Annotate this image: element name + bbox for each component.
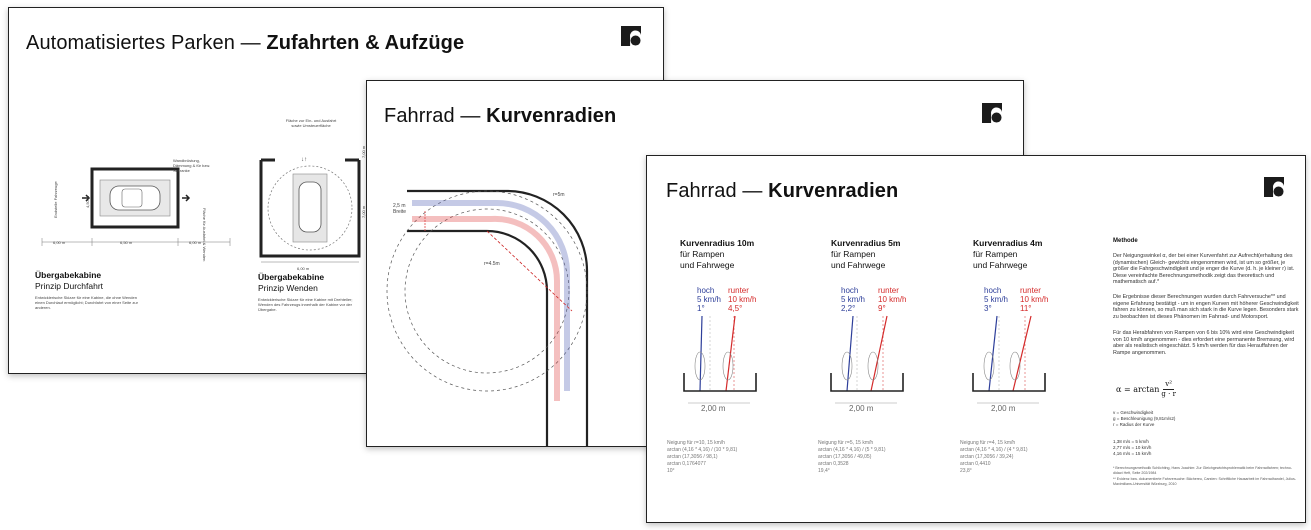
legend-v: v = Geschwindigkeit <box>1113 410 1154 415</box>
col2-down-label: runter <box>878 286 899 295</box>
slide3-title-bold: Kurvenradien <box>768 180 899 202</box>
slide2-title <box>384 105 616 128</box>
col2-sub1: für Rampen <box>831 249 876 259</box>
col1-width: 2,00 m <box>701 404 726 413</box>
col2-calc-3: arctan 0,3528 <box>818 461 849 467</box>
col2-calc-2: arctan (17,3056 / 49,05) <box>818 454 872 460</box>
col2-width: 2,00 m <box>849 404 874 413</box>
col2-bike-diagram <box>827 311 917 406</box>
col3-up-label: hoch <box>984 286 1002 295</box>
footnote-2: ** Evidenz bzw. dokumentierte Fahrversuche: Bächereu, Carsten: Schriftliche Hausarbeit im Fahrradhandel, Julius-Maximilians-Universität Würzburg, 2010 <box>1113 477 1296 486</box>
brand-logo-icon <box>621 26 641 46</box>
curve-track-drawing <box>367 181 627 447</box>
slide1-title-bold: Zufahrten & Aufzüge <box>266 32 465 54</box>
col3-down-label: runter <box>1020 286 1041 295</box>
col1-up-speed: 5 km/h <box>697 295 722 304</box>
col3-calc-2: arctan (17,3056 / 39,24) <box>960 454 1014 460</box>
col1-calc-3: arctan 0,1764077 <box>667 461 706 467</box>
conversion-3: 4,16 m/s = 15 km/h <box>1113 451 1152 456</box>
slide3-title <box>666 180 898 203</box>
col1-calc-2: arctan (17,3056 / 98,1) <box>667 454 718 460</box>
col1-calc-4: 10° <box>667 468 675 474</box>
method-paragraph-2: Die Ergebnisse dieser Berechnungen wurden durch Fahrversuche** und eigene Erfahrung bestätigt - um in engen Kurven mit höherer Geschwindigkeit fahren zu können, so muß man sich stark in die Kurve legen. Besonders stark zu beobachten ist dieses Phänomen im Fahrrad- und Motorsport. <box>1113 294 1299 320</box>
dim-label: 4,50 m <box>85 195 90 208</box>
dim-label: 6,50 m <box>120 240 133 245</box>
method-paragraph-1: Der Neigungswinkel α, der bei einer Kurvenfahrt zur Aufrecht(erhaltung des (dynamischen) Gleich- gewichts eingenommen wird, ist um so größer, je größer die Fahrgeschwindigkeit und je enger die Kurve (d. h. je kleiner r) ist. Diese vereinfachte Berechnungsmethodik zeigt das theoretisch und mathematisch auf.* <box>1113 253 1295 286</box>
col1-sub2: und Fahrwege <box>680 260 735 270</box>
dim-label: 6,00 m <box>297 266 310 271</box>
col2-calc-4: 19,4° <box>818 468 830 474</box>
col3-calc-1: arctan (4,16 * 4,16) / (4 * 9,81) <box>960 447 1028 453</box>
label-r5: r=5m <box>553 192 565 198</box>
col1-calc-0: Neigung für r=10, 15 km/h <box>667 440 725 446</box>
col1-calc-1: arctan (4,16 * 4,16) / (10 * 9,81) <box>667 447 738 453</box>
col1-down-speed: 10 km/h <box>728 295 757 304</box>
note-endstelle: Endstelle Fahrzeuge <box>53 181 58 218</box>
col1-head: Kurvenradius 10m <box>680 238 755 248</box>
dim-label: 6,00 m <box>189 240 202 245</box>
col2-down-angle: 9° <box>878 304 886 313</box>
footnote-1: * Berechnungsmethodik Schlichting, Hans Joachim: Zur Gleichgewichtsproblematik beim Fahrradfahren; techno-didact Heft, Seite 202/1984 <box>1113 466 1292 475</box>
note-flaeche: Fläche zur Ein- und Ausfahrt sowie Umsteuerfläche <box>285 118 337 128</box>
slide2-title-bold: Kurvenradien <box>486 105 617 127</box>
col3-header <box>973 238 1042 271</box>
col2-head: Kurvenradius 5m <box>831 238 901 248</box>
col1-sub1: für Rampen <box>680 249 725 259</box>
col2-calc-1: arctan (4,16 * 4,16) / (5 * 9,81) <box>818 447 886 453</box>
col3-sub2: und Fahrwege <box>973 260 1028 270</box>
label-width: 2,5 m <box>393 203 406 209</box>
method-paragraph-3: Für das Herabfahren von Rampen von 6 bis 10% wird eine Geschwindigkeit von 10 km/h angenommen - dies erfordert eine permanente Bremsung, wird aber als realistisch eingeschätzt. 5 km/h werden für das Herauffahren der Rampe angenommen. <box>1113 330 1295 356</box>
col2-up-speed: 5 km/h <box>841 295 866 304</box>
conversion-1: 1,38 m/s = 5 km/h <box>1113 439 1149 444</box>
col3-head: Kurvenradius 4m <box>973 238 1043 248</box>
col1-up-angle: 1° <box>697 304 705 313</box>
formula <box>1116 380 1176 399</box>
slide2-title-plain: Fahrrad — <box>384 105 487 127</box>
note-wandbruestung: Wandbrüstung, Dämmung & für bzw. Schranke <box>173 158 211 173</box>
caption1-head: Übergabekabine <box>35 270 102 280</box>
method-heading: Methode <box>1113 238 1138 244</box>
dim-label: 6,00 m <box>53 240 66 245</box>
col2-sub2: und Fahrwege <box>831 260 886 270</box>
formula-denominator: g · r <box>1161 390 1176 398</box>
caption1-sub: Prinzip Durchfahrt <box>35 281 104 291</box>
slide1-title <box>26 32 464 55</box>
col2-down-speed: 10 km/h <box>878 295 907 304</box>
brand-logo-icon <box>982 103 1002 123</box>
brand-logo-icon <box>1264 177 1284 197</box>
col1-down-label: runter <box>728 286 749 295</box>
conversion-2: 2,77 m/s = 10 km/h <box>1113 445 1152 450</box>
col3-width: 2,00 m <box>991 404 1016 413</box>
col2-calc-0: Neigung für r=5, 15 km/h <box>818 440 874 446</box>
col3-up-speed: 5 km/h <box>984 295 1009 304</box>
col3-up-angle: 3° <box>984 304 992 313</box>
col3-bike-diagram <box>969 311 1059 406</box>
col1-up-label: hoch <box>697 286 715 295</box>
caption2-sub: Prinzip Wenden <box>258 283 318 293</box>
dim-label: 7,00 m <box>361 205 366 218</box>
col3-calc-3: arctan 0,4410 <box>960 461 991 467</box>
caption2-head: Übergabekabine <box>258 272 325 282</box>
caption2-body: Entwicklerische Skizze für eine Kabine mit Drehteller; Wenden des Fahrzeugs innerhalb der Kabine vor der Übergabe. <box>258 297 353 312</box>
col3-down-angle: 11° <box>1020 304 1032 313</box>
slide-fahrrad-kurvenradien-2[interactable] <box>646 155 1306 523</box>
col3-sub1: für Rampen <box>973 249 1018 259</box>
label-r45: r=4.5m <box>484 261 500 267</box>
arrow-up-down-icon: ↓↑ <box>301 157 307 163</box>
dim-label: 7,00 m <box>361 145 366 158</box>
caption1-body: Entwicklerische Skizze für eine Kabine, die ohne Wenden einen Durchlauf ermöglicht; Durchfahrt von einer Seite zur anderen. <box>35 295 138 310</box>
col3-down-speed: 10 km/h <box>1020 295 1049 304</box>
col2-up-label: hoch <box>841 286 859 295</box>
col1-header <box>680 238 754 271</box>
legend-g: g = Beschleunigung (9,81m/s2) <box>1113 416 1176 421</box>
label-width-2: Breite <box>393 209 407 215</box>
col2-up-angle: 2,2° <box>841 304 856 313</box>
formula-lhs: α = arctan <box>1116 385 1160 394</box>
note-ausfahrt: Fläche für Ausfahrt & Wenden <box>202 208 207 262</box>
formula-numerator: v² <box>1165 380 1173 388</box>
col1-down-angle: 4,5° <box>728 304 743 313</box>
col3-calc-0: Neigung für r=4, 15 km/h <box>960 440 1016 446</box>
col1-bike-diagram <box>680 311 770 406</box>
slide3-title-plain: Fahrrad — <box>666 180 769 202</box>
col2-header <box>831 238 900 271</box>
legend-r: r = Radius der Kurve <box>1113 422 1155 427</box>
col3-calc-4: 23,8° <box>960 468 972 474</box>
slide1-title-plain: Automatisiertes Parken — <box>26 32 267 54</box>
